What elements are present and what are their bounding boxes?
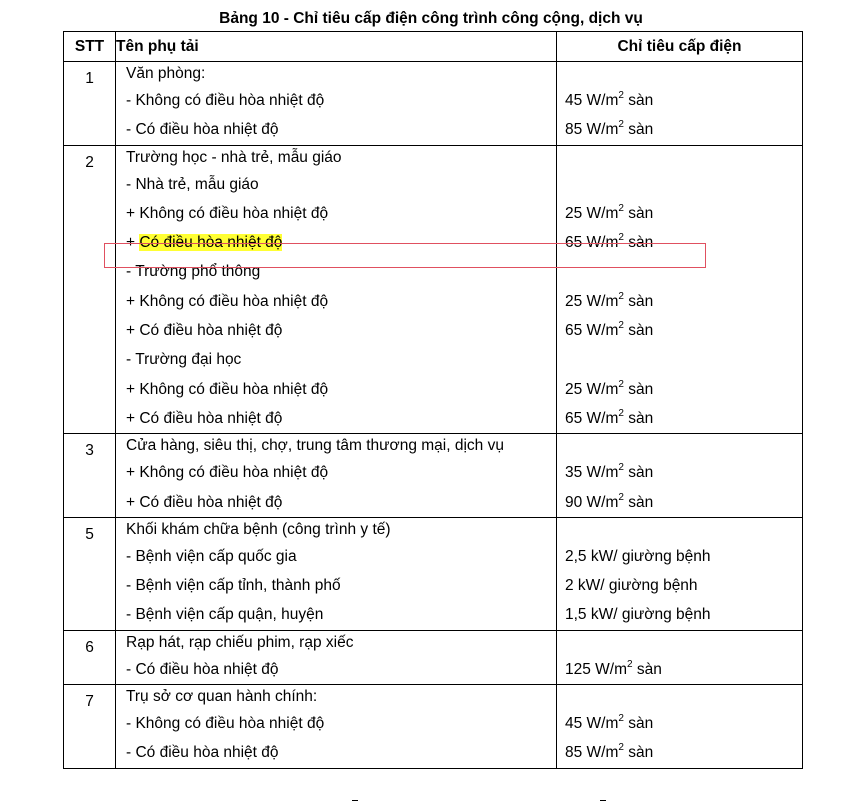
value-unit-suffix: sàn bbox=[623, 464, 654, 482]
value-exponent: 2 bbox=[618, 90, 624, 101]
standard-value bbox=[557, 287, 802, 316]
annotation-highlight-box bbox=[104, 243, 706, 268]
value-amount: 85 W/m bbox=[565, 121, 619, 139]
row-load-names bbox=[116, 145, 557, 434]
value-unit-suffix: sàn bbox=[623, 234, 654, 252]
load-name: + Không có điều hòa nhiệt độ bbox=[126, 464, 329, 482]
row-load-names bbox=[116, 630, 557, 684]
row-stt: 3 bbox=[64, 434, 116, 518]
table-header-row bbox=[64, 32, 803, 62]
value-exponent: 2 bbox=[618, 491, 624, 503]
row-load-names bbox=[116, 517, 557, 630]
value-amount: 65 W/m bbox=[565, 322, 619, 340]
value-amount: 65 W/m bbox=[565, 409, 619, 427]
value-unit-suffix: sàn bbox=[623, 292, 654, 310]
value-amount: 90 W/m bbox=[565, 493, 619, 511]
table-row bbox=[64, 434, 803, 518]
row-standard-values bbox=[557, 517, 803, 630]
load-name: Văn phòng: bbox=[126, 65, 206, 82]
load-name: - Không có điều hòa nhiệt độ bbox=[126, 92, 325, 109]
standard-value bbox=[557, 631, 802, 655]
standard-value: 2 kW/ giường bệnh bbox=[565, 577, 698, 595]
load-name-prefix: + bbox=[126, 234, 140, 252]
standard-value bbox=[557, 458, 802, 487]
value-exponent: 2 bbox=[618, 202, 624, 214]
standard-value bbox=[557, 62, 802, 86]
load-name: - Bệnh viện cấp tỉnh, thành phố bbox=[126, 577, 341, 595]
standard-value bbox=[557, 709, 802, 738]
load-name: + Có điều hòa nhiệt độ bbox=[126, 322, 283, 340]
standard-value bbox=[557, 434, 802, 458]
load-name: - Trường đại học bbox=[126, 351, 242, 369]
row-stt: 1 bbox=[64, 62, 116, 146]
standard-value bbox=[557, 518, 802, 542]
standard-value bbox=[557, 345, 802, 374]
value-amount: 35 W/m bbox=[565, 464, 619, 482]
row-stt: 2 bbox=[64, 145, 116, 434]
value-exponent: 2 bbox=[618, 407, 624, 419]
standard-value bbox=[557, 170, 802, 199]
load-name: - Có điều hòa nhiệt độ bbox=[126, 744, 279, 762]
load-name: + Có điều hòa nhiệt độ bbox=[126, 409, 283, 427]
value-amount: 45 W/m bbox=[565, 92, 619, 109]
value-unit-suffix: sàn bbox=[623, 715, 654, 733]
standard-value bbox=[557, 488, 802, 517]
load-name: - Bệnh viện cấp quốc gia bbox=[126, 547, 297, 565]
table-row bbox=[64, 685, 803, 769]
row-standard-values bbox=[557, 145, 803, 434]
load-name: Rạp hát, rạp chiếu phim, rạp xiếc bbox=[126, 633, 354, 651]
standard-value bbox=[557, 404, 802, 433]
load-name: - Nhà trẻ, mẫu giáo bbox=[126, 175, 259, 193]
row-load-names bbox=[116, 685, 557, 769]
row-standard-values bbox=[557, 434, 803, 518]
load-name: Trường học - nhà trẻ, mẫu giáo bbox=[126, 148, 342, 166]
load-name: - Bệnh viện cấp quận, huyện bbox=[126, 606, 324, 624]
standard-value bbox=[557, 685, 802, 709]
value-unit-suffix: sàn bbox=[623, 493, 654, 511]
row-stt: 5 bbox=[64, 517, 116, 630]
row-standard-values bbox=[557, 685, 803, 769]
value-unit-suffix: sàn bbox=[632, 660, 662, 678]
highlighted-text: Có điều hòa nhiệt độ bbox=[139, 234, 283, 252]
row-load-names bbox=[116, 62, 557, 146]
table-title: Bảng 10 - Chỉ tiêu cấp điện công trình công cộng, dịch vụ bbox=[219, 10, 643, 27]
table-row bbox=[64, 630, 803, 684]
standard-value bbox=[557, 146, 802, 170]
load-name: - Có điều hòa nhiệt độ bbox=[126, 660, 279, 678]
standard-value bbox=[557, 738, 802, 767]
value-exponent: 2 bbox=[618, 713, 624, 725]
value-amount: 65 W/m bbox=[565, 234, 619, 252]
row-stt: 6 bbox=[64, 630, 116, 684]
value-amount: 85 W/m bbox=[565, 744, 619, 762]
value-exponent: 2 bbox=[618, 378, 624, 390]
row-stt: 7 bbox=[64, 685, 116, 769]
value-amount: 25 W/m bbox=[565, 292, 619, 310]
load-name: Khối khám chữa bệnh (công trình y tế) bbox=[126, 520, 391, 538]
standard-value: 2,5 kW/ giường bệnh bbox=[565, 547, 711, 565]
value-unit-suffix: sàn bbox=[623, 744, 654, 762]
standard-value bbox=[557, 375, 802, 404]
value-exponent: 2 bbox=[618, 742, 624, 754]
standard-value: 1,5 kW/ giường bệnh bbox=[565, 606, 711, 624]
standard-value bbox=[557, 655, 802, 684]
value-exponent: 2 bbox=[618, 232, 624, 244]
value-unit-suffix: sàn bbox=[623, 92, 654, 109]
load-name: - Trường phổ thông bbox=[126, 263, 261, 281]
table-row bbox=[64, 145, 803, 434]
value-exponent: 2 bbox=[618, 462, 624, 474]
load-name: + Không có điều hòa nhiệt độ bbox=[126, 292, 329, 310]
load-name: + Có điều hòa nhiệt độ bbox=[126, 493, 283, 511]
load-name: + Không có điều hòa nhiệt độ bbox=[126, 204, 329, 222]
header-name: Tên phụ tải bbox=[116, 32, 557, 62]
value-amount: 125 W/m bbox=[565, 660, 628, 678]
value-amount: 25 W/m bbox=[565, 380, 619, 398]
value-unit-suffix: sàn bbox=[623, 322, 654, 340]
load-name: - Có điều hòa nhiệt độ bbox=[126, 121, 279, 139]
standard-value bbox=[557, 199, 802, 228]
value-unit-suffix: sàn bbox=[623, 121, 654, 139]
load-name: Cửa hàng, siêu thị, chợ, trung tâm thương mại, dịch vụ bbox=[126, 437, 504, 455]
load-name: Trụ sở cơ quan hành chính: bbox=[126, 688, 318, 706]
value-amount: 25 W/m bbox=[565, 204, 619, 222]
load-name: - Không có điều hòa nhiệt độ bbox=[126, 715, 325, 733]
standard-value bbox=[557, 115, 802, 144]
value-exponent: 2 bbox=[618, 320, 624, 332]
standard-value bbox=[557, 86, 802, 115]
header-value: Chỉ tiêu cấp điện bbox=[557, 32, 803, 62]
header-stt: STT bbox=[64, 32, 116, 62]
load-name: + Không có điều hòa nhiệt độ bbox=[126, 380, 329, 398]
table-row bbox=[64, 517, 803, 630]
table-row bbox=[64, 62, 803, 146]
value-unit-suffix: sàn bbox=[623, 409, 654, 427]
row-standard-values bbox=[557, 630, 803, 684]
power-standards-table bbox=[63, 31, 803, 769]
row-standard-values bbox=[557, 62, 803, 146]
value-exponent: 2 bbox=[618, 290, 624, 302]
value-exponent: 2 bbox=[627, 658, 633, 670]
value-amount: 45 W/m bbox=[565, 715, 619, 733]
value-unit-suffix: sàn bbox=[623, 204, 654, 222]
row-load-names bbox=[116, 434, 557, 518]
standard-value bbox=[557, 316, 802, 345]
value-exponent: 2 bbox=[618, 119, 624, 131]
value-unit-suffix: sàn bbox=[623, 380, 654, 398]
